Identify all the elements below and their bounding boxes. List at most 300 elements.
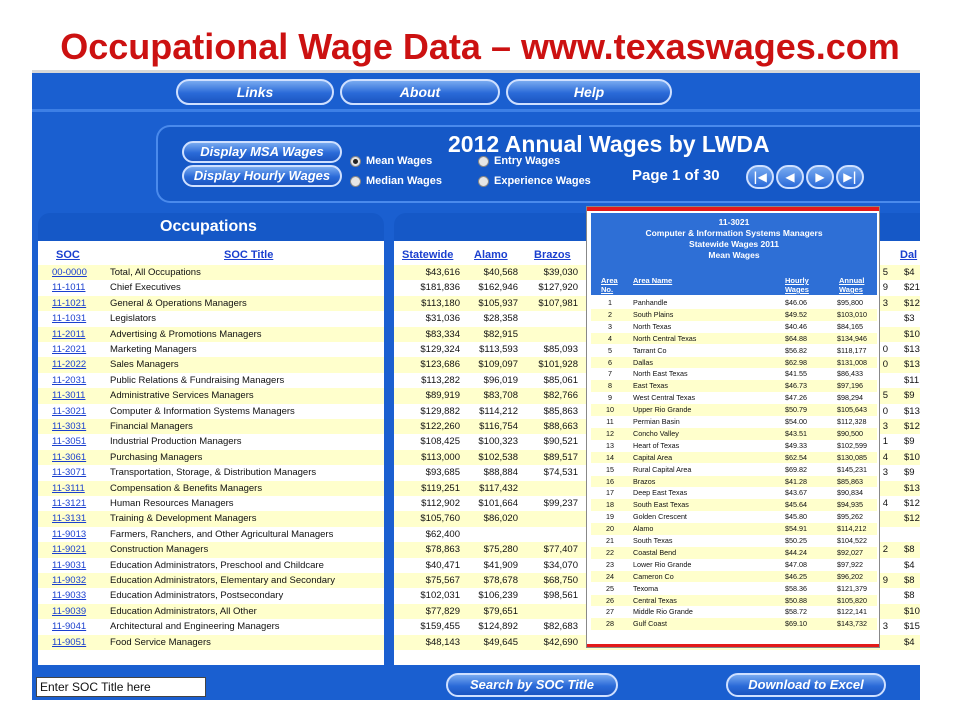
- popup-row: [591, 618, 877, 630]
- hourly-wage-cell: $49.33: [785, 440, 807, 450]
- dal-cell: $8: [904, 575, 915, 586]
- area-name-cell: Permian Basin: [633, 417, 680, 426]
- brazos-cell: $99,237: [543, 498, 578, 509]
- last-icon: ▶|: [843, 170, 857, 184]
- soc-code-link[interactable]: 11-9041: [52, 621, 87, 633]
- area-no-cell: 18: [606, 500, 614, 510]
- soc-code-link[interactable]: 11-9033: [52, 590, 87, 602]
- soc-title-cell: Human Resources Managers: [110, 498, 234, 509]
- display-hourly-button[interactable]: Display Hourly Wages: [182, 165, 342, 187]
- statewide-cell: $119,251: [421, 482, 460, 494]
- soc-code-link[interactable]: 11-9013: [52, 528, 87, 540]
- soc-title-cell: Sales Managers: [110, 359, 179, 371]
- statewide-header[interactable]: Statewide: [402, 249, 454, 261]
- brazos-cell: $77,407: [543, 544, 578, 556]
- dal-cell: $12: [904, 421, 920, 432]
- hourly-wage-cell: $46.06: [785, 298, 807, 307]
- soc-code-link[interactable]: 11-3051: [52, 436, 87, 448]
- soc-code-link[interactable]: 11-3121: [52, 498, 87, 509]
- dal-cell: $13: [904, 405, 920, 417]
- annual-wage-cell: $122,141: [837, 607, 867, 617]
- slide-title: Occupational Wage Data – www.texaswages.com: [60, 26, 900, 67]
- alamo-cell: $102,538: [478, 451, 518, 463]
- annual-wage-cell: $86,433: [837, 369, 863, 379]
- popup-subtitle: Statewide Wages 2011: [689, 239, 779, 249]
- popup-row: [591, 499, 877, 511]
- entry-wages-label: Entry Wages: [494, 155, 561, 167]
- soc-code-link[interactable]: 11-1011: [52, 282, 86, 294]
- statewide-cell: $75,567: [425, 575, 460, 586]
- alamo-cell: $82,915: [483, 328, 518, 340]
- hourly-wage-cell: $50.25: [785, 536, 807, 545]
- hourly-wage-cell: $44.24: [785, 547, 807, 557]
- soc-title-cell: Education Administrators, Postsecondary: [110, 590, 284, 602]
- partial-cell: 5: [882, 390, 888, 402]
- statewide-cell: $43,616: [425, 267, 460, 278]
- about-button[interactable]: About: [340, 79, 500, 105]
- partial-cell: 0: [882, 359, 888, 371]
- dal-cell: $4: [904, 267, 915, 278]
- partial-cell: 0: [882, 405, 888, 417]
- table-row: [38, 573, 384, 588]
- table-row: [38, 465, 384, 480]
- area-name-cell: Alamo: [633, 524, 654, 534]
- brazos-cell: $42,690: [543, 636, 578, 648]
- partial-cell: 3: [882, 467, 888, 479]
- area-no-cell: 10: [606, 405, 614, 415]
- area-name-cell: Deep East Texas: [633, 488, 688, 498]
- alamo-cell: $124,892: [478, 621, 518, 633]
- experience-wages-radio[interactable]: [478, 175, 591, 187]
- alamo-cell: $106,239: [478, 590, 518, 602]
- popup-row: [591, 559, 877, 571]
- popup-row: [591, 380, 877, 392]
- annual-wage-cell: $95,800: [837, 298, 863, 307]
- alamo-cell: $96,019: [483, 374, 518, 386]
- alamo-header[interactable]: Alamo: [474, 249, 508, 261]
- partial-cell: 4: [882, 498, 888, 509]
- popup-row: [591, 606, 877, 618]
- area-no-cell: 22: [606, 547, 614, 557]
- soc-title-cell: Training & Development Managers: [110, 513, 257, 525]
- soc-code-link[interactable]: 11-9031: [52, 559, 87, 571]
- area-name-cell: Rural Capital Area: [633, 464, 692, 474]
- soc-title-cell: Architectural and Engineering Managers: [110, 621, 280, 633]
- table-row: [38, 558, 384, 573]
- table-row: [38, 404, 384, 419]
- brazos-cell: $39,030: [543, 267, 578, 278]
- area-no-cell: 16: [606, 476, 614, 486]
- table-row: [38, 342, 384, 357]
- soc-title-search-input[interactable]: Enter SOC Title here: [36, 677, 206, 697]
- table-row: [38, 542, 384, 557]
- hourly-wage-cell: $41.55: [785, 369, 807, 379]
- links-button[interactable]: Links: [176, 79, 334, 105]
- median-wages-radio[interactable]: [350, 175, 442, 187]
- statewide-cell: $102,031: [420, 590, 460, 602]
- soc-code-link[interactable]: 11-1031: [52, 313, 87, 325]
- alamo-cell: $88,884: [483, 467, 518, 479]
- area-no-header: Area No.: [601, 276, 618, 294]
- dal-cell: $21: [904, 282, 920, 294]
- soc-title-cell: Public Relations & Fundraising Managers: [110, 374, 285, 386]
- area-no-cell: 15: [606, 464, 614, 474]
- alamo-cell: $101,664: [478, 498, 518, 509]
- area-name-cell: Panhandle: [633, 298, 668, 307]
- wage-detail-popup: [586, 206, 880, 648]
- annual-wage-cell: $90,500: [837, 428, 863, 438]
- next-page-button[interactable]: [806, 165, 834, 189]
- hourly-wage-cell: $49.52: [785, 309, 807, 319]
- area-name-cell: South Plains: [633, 309, 674, 319]
- annual-wage-cell: $95,262: [837, 512, 863, 522]
- soc-code-link[interactable]: 11-2011: [52, 328, 86, 340]
- annual-wages-header: Annual Wages: [839, 276, 865, 294]
- area-no-cell: 6: [608, 357, 612, 367]
- area-no-cell: 27: [606, 607, 614, 617]
- dal-cell: $13: [904, 344, 920, 355]
- statewide-cell: $159,455: [420, 621, 460, 633]
- soc-title-cell: General & Operations Managers: [110, 297, 247, 309]
- hourly-wage-cell: $47.08: [785, 559, 807, 569]
- hourly-wage-cell: $46.73: [785, 381, 807, 391]
- partial-cell: 9: [882, 575, 888, 586]
- soc-title-cell: Legislators: [110, 313, 156, 325]
- display-msa-button[interactable]: Display MSA Wages: [182, 141, 342, 163]
- table-row: [38, 419, 384, 434]
- alamo-cell: $100,323: [478, 436, 518, 448]
- prev-icon: ◀: [785, 170, 795, 184]
- soc-code-link[interactable]: 11-9021: [52, 544, 87, 556]
- partial-cell: 3: [882, 421, 888, 432]
- dal-cell: $10: [904, 605, 920, 617]
- soc-title-cell: Education Administrators, Elementary and Secondary: [110, 575, 335, 586]
- dal-cell: $4: [904, 636, 915, 648]
- popup-row: [591, 452, 877, 464]
- last-page-button[interactable]: [836, 165, 864, 189]
- area-name-cell: South Texas: [633, 536, 673, 545]
- alamo-cell: $86,020: [483, 513, 518, 525]
- statewide-cell: $123,686: [420, 359, 460, 371]
- brazos-cell: $101,928: [538, 359, 578, 371]
- brazos-cell: $68,750: [543, 575, 578, 586]
- table-row: [38, 280, 384, 295]
- hourly-wage-cell: $45.64: [785, 500, 807, 510]
- table-row: [38, 373, 384, 388]
- annual-wage-cell: $131,008: [837, 357, 867, 367]
- alamo-cell: $117,432: [479, 482, 518, 494]
- partial-cell: 9: [882, 282, 888, 294]
- partial-cell: 3: [882, 621, 888, 633]
- annual-wage-cell: $121,379: [837, 583, 867, 593]
- hourly-wage-cell: $45.80: [785, 512, 807, 522]
- alamo-cell: $114,212: [479, 405, 518, 417]
- area-no-cell: 2: [608, 309, 612, 319]
- statewide-cell: $105,760: [420, 513, 460, 525]
- soc-title-cell: Education Administrators, Preschool and Childcare: [110, 559, 324, 571]
- soc-code-link[interactable]: 11-9051: [52, 636, 87, 648]
- mean-wages-radio[interactable]: [350, 155, 432, 167]
- popup-row: [591, 392, 877, 404]
- dal-header[interactable]: Dal: [900, 249, 918, 261]
- dal-cell: $10: [904, 328, 920, 340]
- statewide-cell: $31,036: [425, 313, 460, 325]
- annual-wage-cell: $94,935: [837, 500, 863, 510]
- dal-cell: $9: [904, 467, 915, 479]
- statewide-cell: $48,143: [425, 636, 460, 648]
- alamo-cell: $116,754: [479, 421, 518, 432]
- dal-cell: $15: [904, 621, 920, 633]
- area-no-cell: 17: [606, 488, 614, 498]
- annual-wage-cell: $143,732: [837, 619, 867, 629]
- popup-row: [591, 571, 877, 583]
- partial-cell: 4: [882, 451, 888, 463]
- popup-row: [591, 476, 877, 488]
- hourly-wage-cell: $54.91: [785, 524, 807, 534]
- hourly-wage-cell: $56.82: [785, 345, 807, 355]
- annual-wage-cell: $97,196: [837, 381, 863, 391]
- brazos-cell: $90,521: [543, 436, 578, 448]
- soc-title-header[interactable]: SOC Title: [224, 249, 274, 261]
- soc-header[interactable]: SOC: [56, 249, 80, 261]
- annual-wage-cell: $98,294: [837, 393, 863, 403]
- soc-code-link[interactable]: 11-9039: [52, 605, 87, 617]
- soc-code-link[interactable]: 00-0000: [52, 267, 87, 278]
- alamo-cell: $109,097: [478, 359, 518, 371]
- table-row: [38, 527, 384, 542]
- brazos-cell: $82,766: [543, 390, 578, 402]
- soc-title-cell: Purchasing Managers: [110, 451, 203, 463]
- soc-title-cell: Transportation, Storage, & Distribution Managers: [110, 467, 317, 479]
- statewide-cell: $77,829: [425, 605, 460, 617]
- download-to-excel-button[interactable]: Download to Excel: [726, 673, 886, 697]
- brazos-cell: $85,093: [543, 344, 578, 355]
- dal-cell: $13: [904, 482, 920, 494]
- table-row: [38, 635, 384, 650]
- area-name-header: Area Name: [633, 276, 673, 285]
- soc-title-cell: Chief Executives: [110, 282, 181, 294]
- soc-code-link[interactable]: 11-3111: [52, 482, 85, 494]
- table-row: [38, 434, 384, 449]
- area-name-cell: North Texas: [633, 321, 672, 331]
- statewide-cell: $122,260: [420, 421, 460, 432]
- alamo-cell: $83,708: [483, 390, 518, 402]
- statewide-cell: $62,400: [425, 528, 460, 540]
- area-no-cell: 11: [606, 417, 614, 426]
- area-no-cell: 7: [608, 369, 612, 379]
- area-no-cell: 20: [606, 524, 614, 534]
- dal-cell: $9: [904, 390, 915, 402]
- soc-title-cell: Total, All Occupations: [110, 267, 201, 278]
- hourly-wage-cell: $69.10: [785, 619, 807, 629]
- soc-code-link[interactable]: 11-3061: [52, 451, 87, 463]
- area-no-cell: 28: [606, 619, 614, 629]
- popup-row: [591, 416, 877, 428]
- area-name-cell: Brazos: [633, 476, 656, 486]
- table-row: [38, 311, 384, 326]
- table-row: [38, 496, 384, 511]
- popup-row: [591, 333, 877, 345]
- hourly-wage-cell: $50.79: [785, 405, 807, 415]
- annual-wage-cell: $145,231: [837, 464, 867, 474]
- area-no-cell: 8: [608, 381, 612, 391]
- search-by-soc-title-button[interactable]: Search by SOC Title: [446, 673, 618, 697]
- alamo-cell: $113,593: [479, 344, 518, 355]
- mean-wages-label: Mean Wages: [366, 155, 433, 167]
- area-name-cell: Upper Rio Grande: [633, 405, 692, 415]
- table-row: [38, 604, 384, 619]
- occupations-table: [38, 241, 384, 665]
- annual-wage-cell: $134,946: [837, 333, 867, 343]
- soc-title-cell: Financial Managers: [110, 421, 193, 432]
- radio-selected-icon: [350, 156, 361, 167]
- popup-row: [591, 535, 877, 547]
- hourly-wage-cell: $46.25: [785, 571, 807, 581]
- soc-code-link[interactable]: 11-9032: [52, 575, 87, 586]
- table-row: [38, 450, 384, 465]
- annual-wage-cell: $103,010: [837, 309, 867, 319]
- area-name-cell: South East Texas: [633, 500, 689, 510]
- hourly-wage-cell: $43.67: [785, 488, 807, 498]
- hourly-wage-cell: $41.28: [785, 476, 807, 486]
- dal-cell: $10: [904, 451, 920, 463]
- soc-title-cell: Administrative Services Managers: [110, 390, 254, 402]
- table-row: [38, 619, 384, 634]
- popup-bottom-marker: [587, 644, 880, 648]
- area-no-cell: 13: [606, 440, 614, 450]
- soc-code-link[interactable]: 11-3011: [52, 390, 86, 402]
- statewide-cell: $83,334: [425, 328, 460, 340]
- soc-code-link[interactable]: 11-3021: [52, 405, 87, 417]
- popup-row: [591, 297, 877, 309]
- annual-wage-cell: $85,863: [837, 476, 863, 486]
- controls-panel: [156, 125, 920, 203]
- soc-code-link[interactable]: 11-3071: [52, 467, 87, 479]
- area-no-cell: 25: [606, 583, 614, 593]
- area-name-cell: Middle Rio Grande: [633, 607, 693, 617]
- prev-page-button[interactable]: [776, 165, 804, 189]
- alamo-cell: $162,946: [478, 282, 518, 294]
- experience-wages-label: Experience Wages: [494, 175, 591, 187]
- soc-title-cell: Food Service Managers: [110, 636, 211, 648]
- table-row: [38, 588, 384, 603]
- soc-code-link[interactable]: 11-2021: [52, 344, 87, 355]
- area-no-cell: 12: [606, 428, 614, 438]
- statewide-cell: $112,902: [421, 498, 460, 509]
- brazos-header[interactable]: Brazos: [534, 249, 571, 261]
- soc-code-link[interactable]: 11-2022: [52, 359, 87, 371]
- popup-row: [591, 523, 877, 535]
- soc-code-link[interactable]: 11-2031: [52, 374, 87, 386]
- soc-code-link[interactable]: 11-3031: [52, 421, 87, 432]
- area-no-cell: 1: [608, 298, 612, 307]
- area-name-cell: Texoma: [633, 583, 659, 593]
- table-row: [38, 265, 384, 280]
- dal-cell: $12: [904, 498, 920, 509]
- hourly-wage-cell: $69.82: [785, 464, 807, 474]
- annual-wage-cell: $102,599: [837, 440, 867, 450]
- radio-icon: [478, 176, 489, 187]
- popup-row: [591, 595, 877, 607]
- partial-cell: 0: [882, 344, 888, 355]
- statewide-cell: $78,863: [425, 544, 460, 556]
- popup-occupation: Computer & Information Systems Managers: [645, 228, 823, 238]
- statewide-cell: $181,836: [420, 282, 460, 294]
- annual-wage-cell: $114,212: [837, 524, 867, 534]
- brazos-cell: $127,920: [538, 282, 578, 294]
- area-no-cell: 14: [606, 452, 614, 462]
- partial-cell: 3: [882, 297, 888, 309]
- annual-wage-cell: $96,202: [837, 571, 863, 581]
- popup-row: [591, 321, 877, 333]
- nav-divider: [32, 109, 920, 112]
- dal-cell: $11: [904, 374, 920, 386]
- area-no-cell: 26: [606, 595, 614, 605]
- soc-title-cell: Farmers, Ranchers, and Other Agricultural Managers: [110, 528, 334, 540]
- soc-title-cell: Compensation & Benefits Managers: [110, 482, 263, 494]
- dal-cell: $9: [904, 436, 915, 448]
- dal-cell: $13: [904, 359, 920, 371]
- area-no-cell: 4: [608, 333, 612, 343]
- area-name-cell: Dallas: [633, 357, 653, 367]
- hourly-wage-cell: $58.36: [785, 583, 807, 593]
- median-wages-label: Median Wages: [366, 175, 442, 187]
- brazos-cell: $107,981: [538, 297, 578, 309]
- area-no-cell: 23: [606, 559, 614, 569]
- soc-title-cell: Education Administrators, All Other: [110, 605, 257, 617]
- page-indicator: Page 1 of 30: [632, 167, 720, 184]
- statewide-cell: $113,282: [421, 374, 460, 386]
- area-name-cell: East Texas: [633, 381, 669, 391]
- help-button[interactable]: Help: [506, 79, 672, 105]
- annual-wage-cell: $105,643: [837, 405, 867, 415]
- statewide-cell: $89,919: [425, 390, 460, 402]
- hourly-wage-cell: $47.26: [785, 393, 807, 403]
- wages-title: 2012 Annual Wages by LWDA: [448, 131, 770, 157]
- area-no-cell: 9: [608, 393, 612, 403]
- occupations-heading: Occupations: [38, 213, 384, 241]
- soc-code-link[interactable]: 11-3131: [52, 513, 87, 525]
- popup-row: [591, 464, 877, 476]
- annual-wage-cell: $92,027: [837, 547, 863, 557]
- alamo-cell: $49,645: [483, 636, 518, 648]
- statewide-cell: $129,882: [420, 405, 460, 417]
- hourly-wage-cell: $58.72: [785, 607, 807, 617]
- area-name-cell: Gulf Coast: [633, 619, 667, 629]
- dal-cell: $12: [904, 513, 920, 525]
- brazos-cell: $85,863: [543, 405, 578, 417]
- annual-wage-cell: $84,165: [837, 321, 863, 331]
- next-icon: ▶: [815, 170, 825, 184]
- table-row: [38, 296, 384, 311]
- popup-row: [591, 440, 877, 452]
- statewide-cell: $93,685: [425, 467, 460, 479]
- brazos-cell: $85,061: [543, 374, 578, 386]
- statewide-cell: $129,324: [420, 344, 460, 355]
- statewide-cell: $40,471: [425, 559, 460, 571]
- alamo-cell: $41,909: [483, 559, 518, 571]
- soc-code-link[interactable]: 11-1021: [52, 297, 87, 309]
- hourly-wage-cell: $43.51: [785, 428, 807, 438]
- popup-row: [591, 511, 877, 523]
- popup-row: [591, 345, 877, 357]
- first-page-button[interactable]: [746, 165, 774, 189]
- statewide-cell: $113,180: [421, 297, 460, 309]
- table-row: [38, 481, 384, 496]
- hourly-wage-cell: $40.46: [785, 321, 807, 331]
- alamo-cell: $28,358: [483, 313, 518, 325]
- soc-title-cell: Construction Managers: [110, 544, 209, 556]
